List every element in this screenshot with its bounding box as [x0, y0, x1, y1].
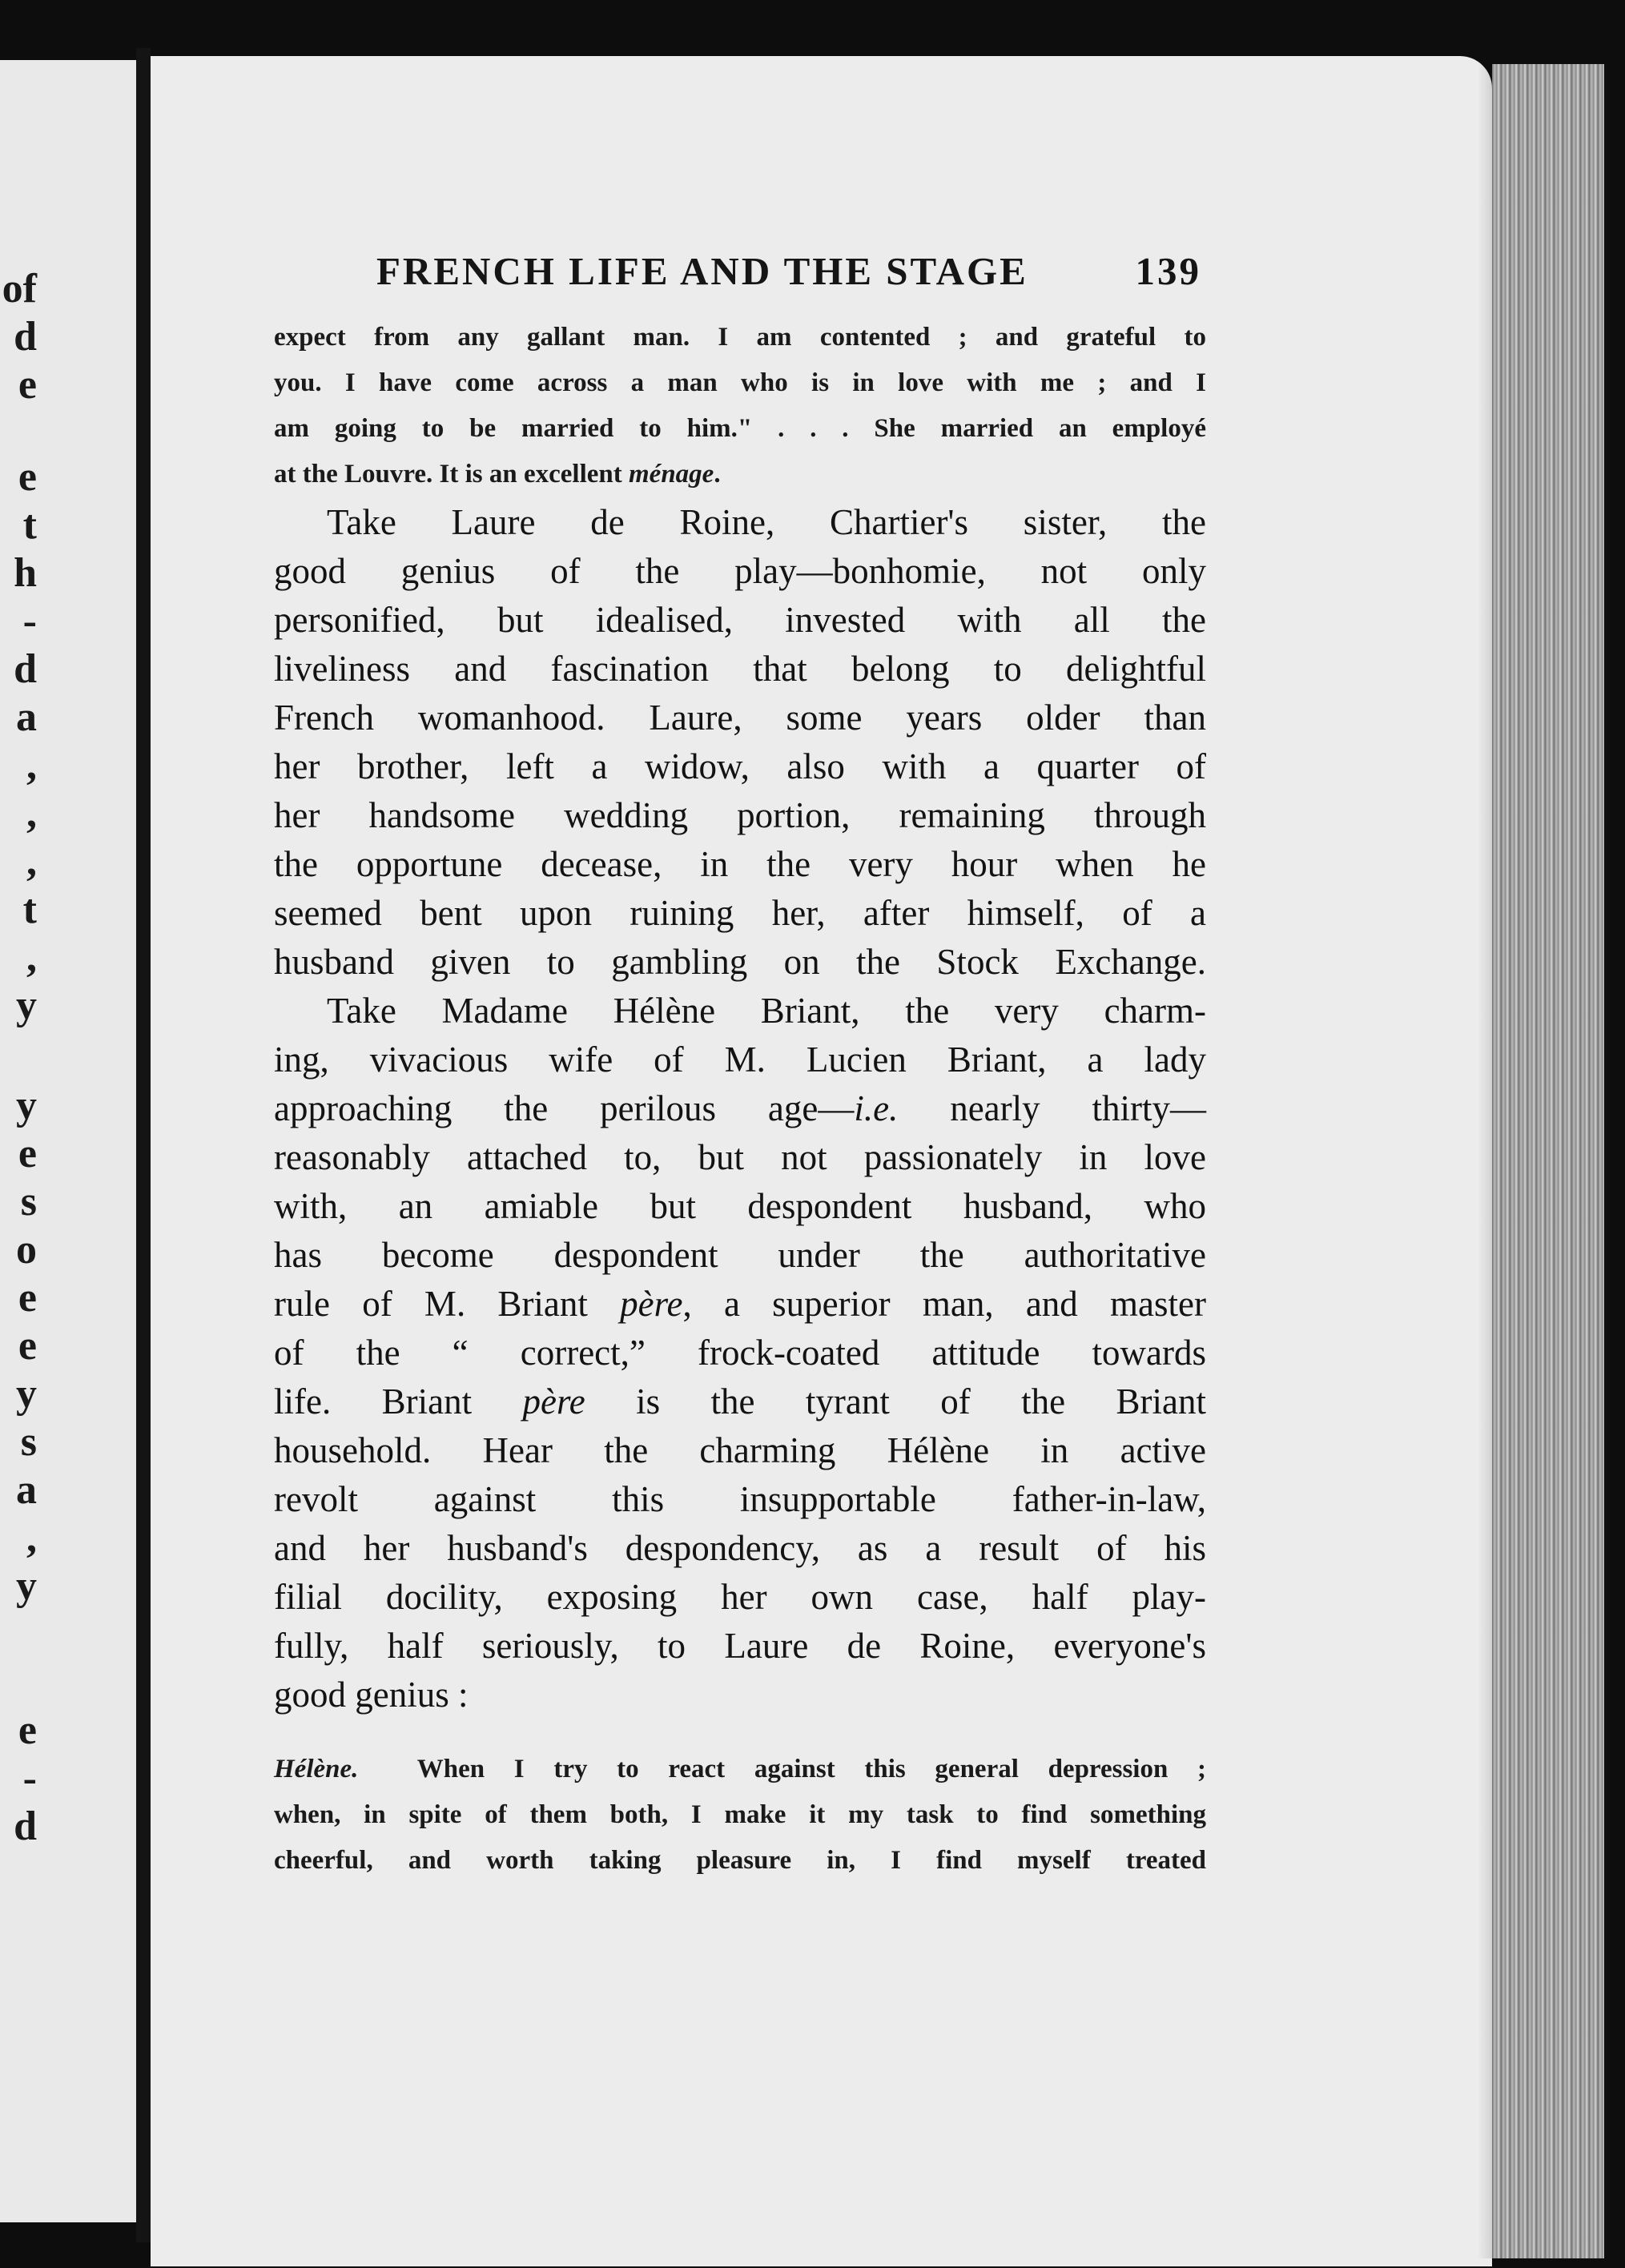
text-line: her handsome wedding portion, remaining through: [274, 795, 1206, 835]
left-page-fragment: a: [16, 694, 37, 740]
left-page-fragment: y: [16, 983, 37, 1028]
left-page-fragment: t: [22, 887, 37, 932]
left-page-fragment: s: [20, 1419, 37, 1465]
left-page-fragment: ,: [26, 742, 37, 788]
quote-line: at the Louvre. It is an excellent ménage.: [274, 460, 721, 489]
text-line: filial docility, exposing her own case, half play-: [274, 1577, 1206, 1617]
text-line: has become despondent under the authoritative: [274, 1235, 1206, 1275]
speaker-name: Hélène.: [274, 1755, 359, 1783]
paragraph-laure: [274, 498, 1206, 987]
page-number: 139: [1135, 249, 1201, 293]
left-page-fragment: e: [18, 362, 37, 408]
text-line: good genius :: [274, 1675, 469, 1715]
left-page-fragment: a: [16, 1467, 37, 1513]
text-line: reasonably attached to, but not passionately in love: [274, 1137, 1206, 1177]
left-page-fragment: y: [16, 1371, 37, 1417]
left-page-fragment: d: [14, 646, 37, 692]
left-page-fragment: ,: [26, 935, 37, 980]
left-page-fragment: y: [16, 1563, 37, 1609]
text-line: good genius of the play—bonhomie, not only: [274, 551, 1206, 591]
text-line: liveliness and fascination that belong to delightful: [274, 649, 1206, 689]
text-line: with, an amiable but despondent husband, who: [274, 1186, 1206, 1226]
text-line: Take Madame Hélène Briant, the very charm-: [327, 991, 1206, 1031]
text-line: French womanhood. Laure, some years older than: [274, 698, 1206, 738]
quote-text: When I try to react against this general depression ;: [416, 1755, 1206, 1783]
running-header: [376, 248, 1201, 294]
left-page-fragment: ,: [26, 790, 37, 836]
text-line: rule of M. Briant père, a superior man, and master: [274, 1284, 1206, 1324]
left-page-fragment: -: [22, 1755, 37, 1801]
text-line: ing, vivacious wife of M. Lucien Briant, a lady: [274, 1040, 1206, 1080]
left-page-fragment: d: [14, 314, 37, 360]
text-line: life. Briant père is the tyrant of the Briant: [274, 1381, 1206, 1422]
text-line: of the “ correct,” frock-coated attitude towards: [274, 1333, 1206, 1373]
left-page-fragment: d: [14, 1804, 37, 1849]
text-line: personified, but idealised, invested with all the: [274, 600, 1206, 640]
left-page-fragment: e: [18, 1323, 37, 1369]
text-line: approaching the perilous age—i.e. nearly thirty—: [274, 1088, 1206, 1128]
left-page-fragment: o: [16, 1227, 37, 1273]
left-page-fragment: e: [18, 1707, 37, 1753]
left-page-fragment: s: [20, 1179, 37, 1224]
text-line: seemed bent upon ruining her, after himself, of a: [274, 893, 1206, 933]
left-page-fragment: y: [16, 1083, 37, 1128]
quote-line: when, in spite of them both, I make it my task to find something: [274, 1800, 1206, 1829]
text-line: husband given to gambling on the Stock Exchange.: [274, 942, 1206, 982]
left-page: [0, 60, 136, 2222]
quote-top: [274, 315, 1206, 497]
quote-bottom: [274, 1747, 1206, 1884]
quote-line: you. I have come across a man who is in love with me ; and I: [274, 368, 1206, 397]
left-page-fragment: -: [22, 598, 37, 644]
text-line: revolt against this insupportable father-in-law,: [274, 1479, 1206, 1519]
gutter: [136, 48, 151, 2242]
text-line: and her husband's despondency, as a result of his: [274, 1528, 1206, 1568]
running-title: FRENCH LIFE AND THE STAGE: [376, 249, 1028, 293]
left-page-fragment: ,: [26, 1515, 37, 1561]
quote-line: [274, 1747, 1206, 1792]
left-page-fragment: t: [22, 502, 37, 548]
left-page-fragment: ,: [26, 838, 37, 884]
text-line: the opportune decease, in the very hour when he: [274, 844, 1206, 884]
paragraph-helene: [274, 987, 1206, 1719]
page-stack-edge: [1492, 64, 1604, 2258]
quote-line: am going to be married to him." . . . She married an employé: [274, 414, 1206, 443]
left-page-fragment: e: [18, 1275, 37, 1321]
text-line: her brother, left a widow, also with a quarter of: [274, 746, 1206, 786]
left-page-fragment: of: [2, 266, 37, 312]
text-line: fully, half seriously, to Laure de Roine, everyone's: [274, 1626, 1206, 1666]
quote-line: cheerful, and worth taking pleasure in, I find myself treated: [274, 1846, 1206, 1875]
quote-line: expect from any gallant man. I am contented ; and grateful to: [274, 323, 1206, 352]
text-line: household. Hear the charming Hélène in active: [274, 1430, 1206, 1470]
text-line: Take Laure de Roine, Chartier's sister, the: [327, 502, 1206, 542]
left-page-fragment: e: [18, 454, 37, 500]
left-page-fragment: e: [18, 1131, 37, 1176]
left-page-fragment: h: [14, 550, 37, 596]
